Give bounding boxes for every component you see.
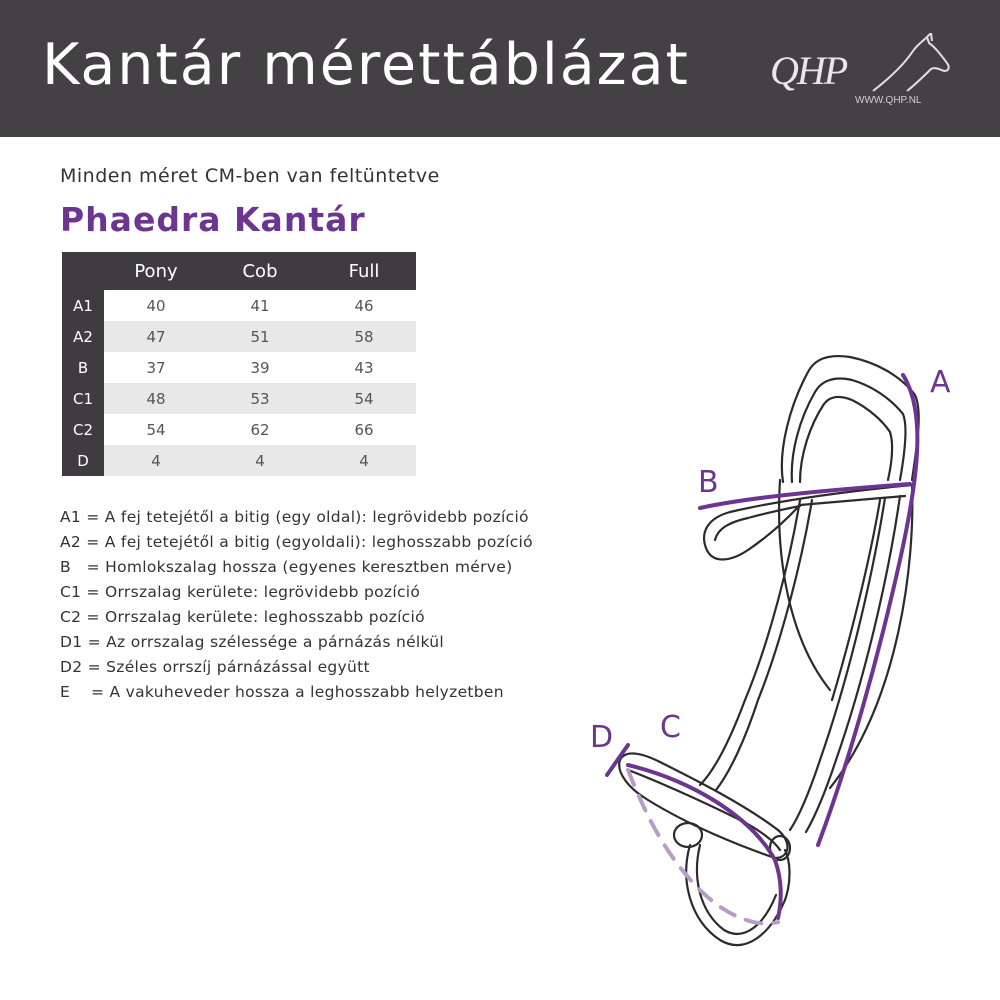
- product-title: Phaedra Kantár: [60, 200, 366, 239]
- bridle-illustration: [580, 340, 1000, 960]
- row-header: B: [62, 352, 104, 383]
- table-row: [62, 290, 416, 321]
- logo-url: WWW.QHP.NL: [855, 95, 922, 106]
- column-header-pony: Pony: [104, 252, 208, 290]
- browband-inner: [715, 506, 800, 540]
- legend-item-e: E = A vakuheveder hossza a leghosszabb helyzetben: [60, 683, 504, 701]
- table-cell: 4: [312, 445, 416, 476]
- qhp-logo: [765, 33, 955, 113]
- table-cell: 62: [208, 414, 312, 445]
- legend-item-c1: C1 = Orrszalag kerülete: legrövidebb pozíció: [60, 583, 421, 601]
- table-cell: 51: [208, 321, 312, 352]
- row-header: A2: [62, 321, 104, 352]
- table-cell: 4: [104, 445, 208, 476]
- bridle-diagram: [580, 340, 1000, 960]
- table-cell: 54: [312, 383, 416, 414]
- diagram-label-a: A: [930, 365, 951, 400]
- row-header: A1: [62, 290, 104, 321]
- header-banner: [0, 0, 1000, 137]
- table-cell: 53: [208, 383, 312, 414]
- size-table: [62, 252, 416, 476]
- legend-item-d1: D1 = Az orrszalag szélessége a párnázás nélkül: [60, 633, 445, 651]
- flash-strap-inner: [697, 845, 776, 934]
- table-cell: 46: [312, 290, 416, 321]
- table-cell: 54: [104, 414, 208, 445]
- measurement-legend: [60, 505, 533, 705]
- crown-pad: [800, 397, 892, 482]
- units-note: Minden méret CM-ben van feltüntetve: [60, 165, 440, 187]
- table-cell: 66: [312, 414, 416, 445]
- bit-ring: [674, 823, 702, 847]
- diagram-label-d: D: [590, 720, 614, 755]
- table-cell: 40: [104, 290, 208, 321]
- cheekpiece-left-outer: [700, 500, 800, 785]
- diagram-label-c: C: [660, 710, 681, 745]
- table-cell: 43: [312, 352, 416, 383]
- horse-head-icon: [843, 33, 953, 95]
- table-cell: 37: [104, 352, 208, 383]
- page-title: Kantár mérettáblázat: [42, 32, 690, 98]
- table-corner: [62, 252, 104, 290]
- row-header: C2: [62, 414, 104, 445]
- table-row: [62, 352, 416, 383]
- table-cell: 58: [312, 321, 416, 352]
- table-row: [62, 383, 416, 414]
- column-header-full: Full: [312, 252, 416, 290]
- row-header: C1: [62, 383, 104, 414]
- throatlatch-back: [779, 480, 830, 690]
- table-row: [62, 321, 416, 352]
- table-row: [62, 414, 416, 445]
- legend-item-c2: C2 = Orrszalag kerülete: leghosszabb pozíció: [60, 608, 425, 626]
- table-cell: 47: [104, 321, 208, 352]
- legend-item-a1: A1 = A fej tetejétől a bitig (egy oldal): legrövidebb pozíció: [60, 508, 529, 526]
- table-cell: 39: [208, 352, 312, 383]
- logo-text: QHP: [770, 48, 847, 93]
- table-cell: 41: [208, 290, 312, 321]
- column-header-cob: Cob: [208, 252, 312, 290]
- diagram-label-b: B: [698, 465, 719, 500]
- legend-item-a2: A2 = A fej tetejétől a bitig (egyoldali): leghosszabb pozíció: [60, 533, 533, 551]
- table-row: [62, 445, 416, 476]
- table-cell: 4: [208, 445, 312, 476]
- legend-item-d2: D2 = Széles orrszíj párnázással együtt: [60, 658, 370, 676]
- table-cell: 48: [104, 383, 208, 414]
- row-header: D: [62, 445, 104, 476]
- table-header-row: [62, 252, 416, 290]
- legend-item-b: B = Homlokszalag hossza (egyenes keresztben mérve): [60, 558, 513, 576]
- cheekpiece-right-inner: [806, 496, 900, 832]
